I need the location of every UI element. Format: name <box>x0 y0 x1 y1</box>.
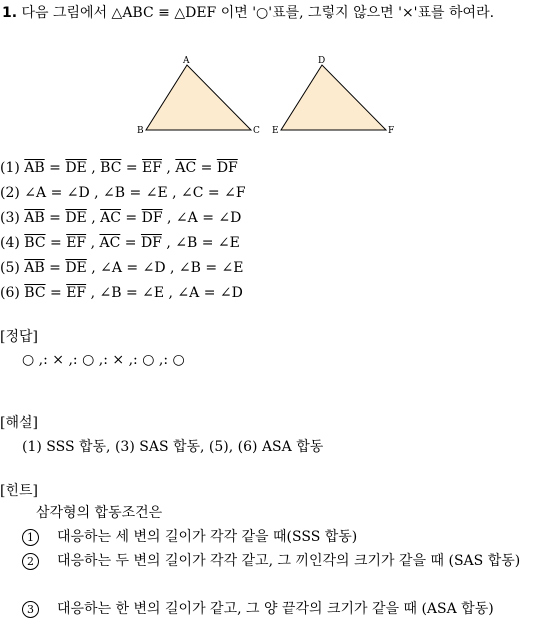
segment-label: $\overline{BC}$ <box>100 160 122 176</box>
answer-separator: ,: <box>34 352 53 368</box>
item-text: = <box>120 210 142 226</box>
condition-item <box>0 160 238 176</box>
item-text: , ∠A = ∠D , ∠B = ∠E <box>86 260 244 276</box>
item-text: = <box>45 235 67 251</box>
item-text: , <box>86 160 101 176</box>
answer-marks <box>22 352 185 368</box>
segment-label: $\overline{AB}$ <box>24 260 45 276</box>
item-text: ∠A = ∠D , ∠B = ∠E , ∠C = ∠F <box>24 185 246 201</box>
segment-label: $\overline{EF}$ <box>142 160 162 176</box>
item-text: = <box>121 160 143 176</box>
circle-mark: ○ <box>172 352 185 368</box>
segment-label: $\overline{AC}$ <box>175 160 197 176</box>
cross-mark: × <box>112 352 125 368</box>
segment-label: $\overline{EF}$ <box>66 285 87 301</box>
condition-item <box>0 185 246 201</box>
triangle-abc <box>146 65 251 130</box>
item-text: = <box>196 160 217 176</box>
hint-condition-text: 대응하는 세 변의 길이가 각각 같을 때(SSS 합동) <box>57 529 358 545</box>
segment-label: $\overline{AC}$ <box>100 210 121 226</box>
condition-item <box>0 235 240 251</box>
hint-label: [힌트] <box>0 483 38 499</box>
answer-separator: ,: <box>64 352 83 368</box>
answer-separator: ,: <box>124 352 143 368</box>
hint-condition-text: 대응하는 두 변의 길이가 각각 같고, 그 끼인각의 크기가 같을 때 (SAS 합동) <box>57 553 521 569</box>
item-number: (2) <box>0 185 25 201</box>
item-text: = <box>44 160 66 176</box>
item-text: = <box>120 235 141 251</box>
cross-mark: × <box>52 352 65 368</box>
item-text: , ∠B = ∠E <box>161 235 240 251</box>
segment-label: $\overline{EF}$ <box>66 235 87 251</box>
item-number: (5) <box>0 260 25 276</box>
circle-mark: ○ <box>142 352 155 368</box>
condition-item <box>0 210 241 226</box>
segment-label: $\overline{DE}$ <box>65 260 87 276</box>
segment-label: $\overline{AB}$ <box>24 160 45 176</box>
question-number: 1. <box>2 5 18 21</box>
item-number: (6) <box>0 285 25 301</box>
vertex-b: B <box>137 126 144 136</box>
segment-label: $\overline{BC}$ <box>24 235 46 251</box>
explanation-label: [해설] <box>0 415 38 431</box>
segment-label: $\overline{AC}$ <box>99 235 121 251</box>
vertex-d: D <box>318 56 326 66</box>
triangle-def <box>281 65 386 130</box>
item-text: , <box>86 235 100 251</box>
hint-condition <box>0 597 534 621</box>
circled-number-icon: 1 <box>22 529 39 546</box>
hint-condition <box>0 525 534 549</box>
item-text: , ∠B = ∠E , ∠A = ∠D <box>86 285 243 301</box>
circle-mark: ○ <box>82 352 95 368</box>
answer-label: [정답] <box>0 329 38 345</box>
triangle-figure <box>0 50 534 145</box>
hint-condition-text: 대응하는 한 변의 길이가 같고, 그 양 끝각의 크기가 같을 때 (ASA 합동) <box>57 601 494 617</box>
question-header <box>2 2 530 24</box>
vertex-e: E <box>272 126 279 136</box>
segment-label: $\overline{DF}$ <box>140 235 162 251</box>
item-text: , ∠A = ∠D <box>162 210 242 226</box>
hint-condition <box>0 549 534 573</box>
vertex-c: C <box>253 126 260 136</box>
hint-intro: 삼각형의 합동조건은 <box>36 505 163 521</box>
segment-label: $\overline{BC}$ <box>24 285 46 301</box>
question-text: 다음 그림에서 △ABC ≡ △DEF 이면 '○'표를, 그렇지 않으면 '×'표를 하여라. <box>21 5 495 21</box>
item-text: , <box>161 160 176 176</box>
explanation-text: (1) SSS 합동, (3) SAS 합동, (5), (6) ASA 합동 <box>22 439 324 455</box>
circled-number-icon: 3 <box>22 601 39 618</box>
answer-separator: ,: <box>154 352 173 368</box>
vertex-f: F <box>388 126 395 136</box>
condition-item <box>0 260 244 276</box>
item-number: (4) <box>0 235 25 251</box>
item-text: = <box>45 285 67 301</box>
item-text: = <box>44 260 66 276</box>
item-text: = <box>44 210 66 226</box>
segment-label: $\overline{DE}$ <box>65 160 87 176</box>
vertex-a: A <box>183 56 190 66</box>
segment-label: $\overline{DF}$ <box>216 160 238 176</box>
answer-separator: ,: <box>94 352 113 368</box>
item-number: (3) <box>0 210 25 226</box>
item-number: (1) <box>0 160 25 176</box>
segment-label: $\overline{DE}$ <box>65 210 87 226</box>
circle-mark: ○ <box>22 352 35 368</box>
circled-number-icon: 2 <box>22 553 39 570</box>
item-text: , <box>86 210 101 226</box>
segment-label: $\overline{DF}$ <box>141 210 163 226</box>
segment-label: $\overline{AB}$ <box>24 210 45 226</box>
condition-item <box>0 285 243 301</box>
